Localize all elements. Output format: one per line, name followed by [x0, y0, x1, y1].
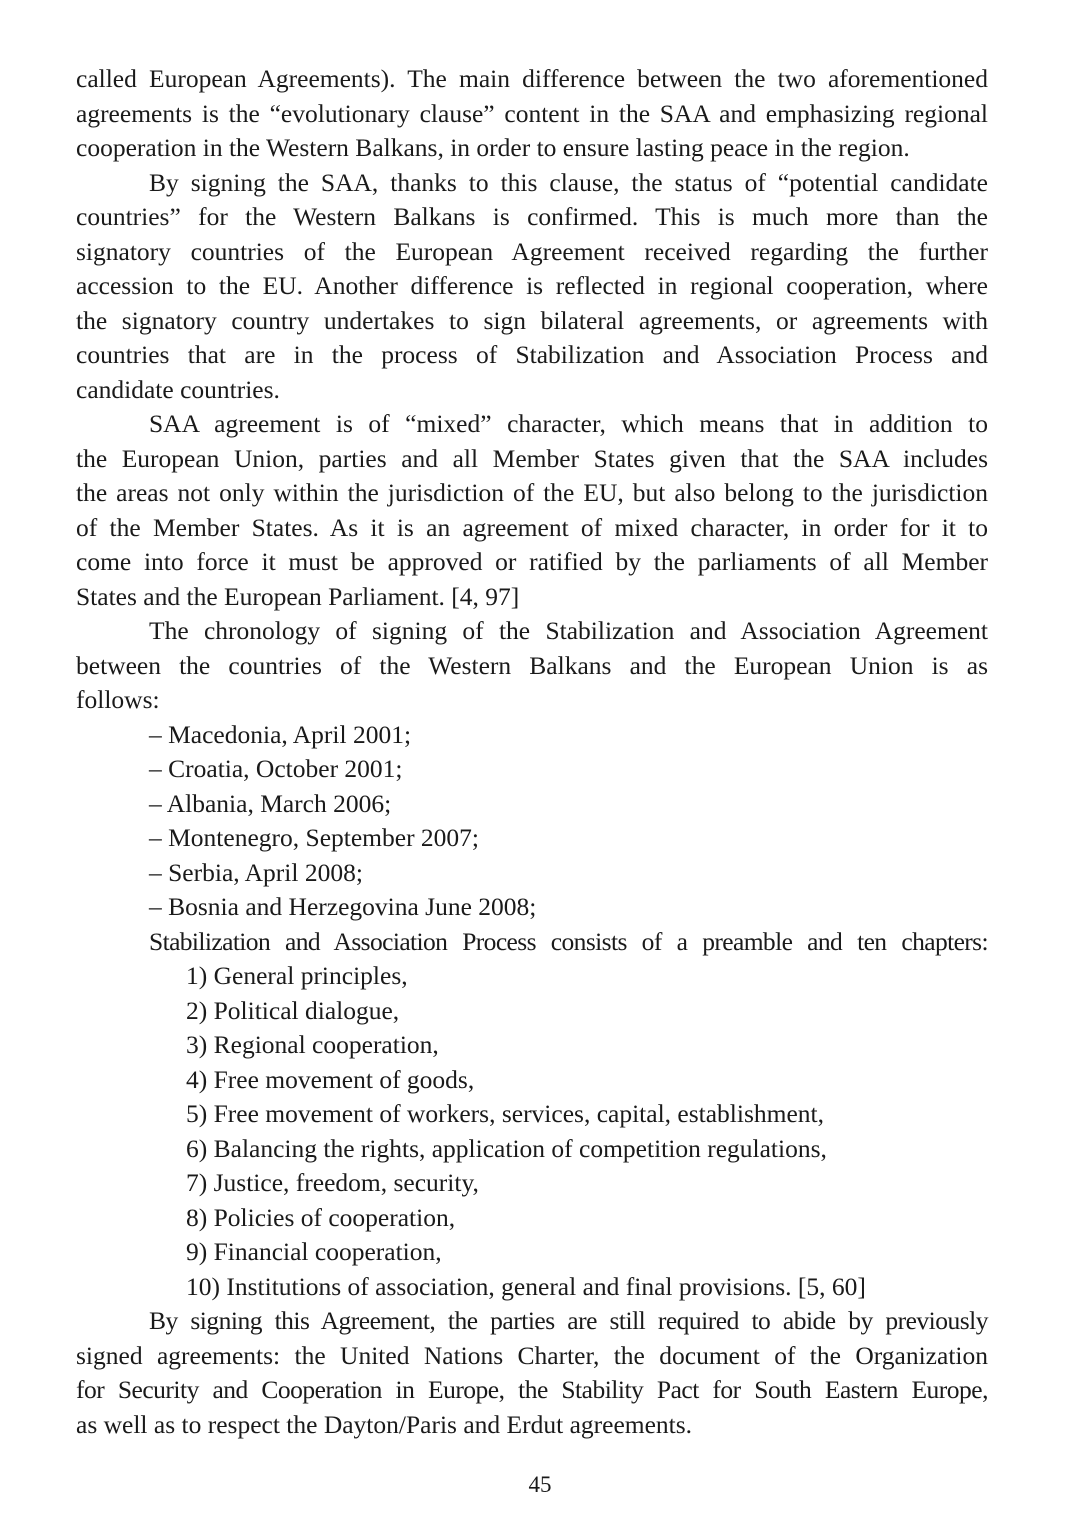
list-item: 2) Political dialogue,: [186, 995, 400, 1025]
paragraph-4: [76, 614, 988, 718]
chapters-intro: Stabilization and Association Process consists of a preamble and ten chapters:: [149, 926, 988, 956]
chapters-list: [76, 959, 988, 1304]
list-item: 6) Balancing the rights, application of competition regulations,: [186, 1133, 827, 1163]
page-number: 45: [528, 1472, 552, 1497]
text-line: By signing this Agreement, the parties are still required to abide by previously: [149, 1306, 988, 1335]
text-line: the signatory country undertakes to sign bilateral agreements, or agreements with: [76, 305, 988, 335]
closing-paragraph: [76, 1304, 988, 1442]
list-item: 9) Financial cooperation,: [186, 1237, 442, 1266]
list-item: 4) Free movement of goods,: [186, 1064, 475, 1094]
chronology-list: [76, 718, 988, 925]
text-line: candidate countries.: [76, 374, 280, 404]
text-line: come into force it must be approved or ratified by the parliaments of all Member: [76, 547, 988, 576]
text-line: between the countries of the Western Balkans and the European Union is as: [76, 650, 988, 680]
text-line: signed agreements: the United Nations Charter, the document of the Organization: [76, 1340, 988, 1370]
text-line: agreements is the “evolutionary clause” content in the SAA and emphasizing regional: [76, 98, 988, 128]
text-line: called European Agreements). The main difference between the two aforementioned: [76, 64, 988, 93]
list-item: – Serbia, April 2008;: [149, 857, 363, 887]
text-line: States and the European Parliament. [4, 97]: [76, 581, 520, 611]
paragraph-2: [76, 166, 988, 408]
list-item: 10) Institutions of association, general and final provisions. [5, 60]: [186, 1271, 866, 1301]
paragraph-1: [76, 62, 988, 166]
list-item: 1) General principles,: [186, 961, 408, 990]
text-line: follows:: [76, 685, 160, 714]
text-line: as well as to respect the Dayton/Paris and Erdut agreements.: [76, 1409, 693, 1439]
text-line: for Security and Cooperation in Europe, the Stability Pact for South Eastern Europe,: [76, 1375, 988, 1404]
text-line: countries that are in the process of Stabilization and Association Process and: [76, 340, 988, 369]
list-item: – Macedonia, April 2001;: [149, 719, 412, 749]
list-item: – Croatia, October 2001;: [149, 754, 403, 783]
document-page: [76, 62, 988, 1442]
text-line: The chronology of signing of the Stabilization and Association Agreement: [149, 616, 988, 645]
text-line: By signing the SAA, thanks to this clause, the status of “potential candidate: [149, 167, 988, 197]
text-line: the areas not only within the jurisdiction of the EU, but also belong to the jurisdiction: [76, 478, 988, 507]
text-line: SAA agreement is of “mixed” character, which means that in addition to: [149, 409, 988, 438]
list-item: 7) Justice, freedom, security,: [186, 1168, 479, 1197]
text-line: countries” for the Western Balkans is confirmed. This is much more than the: [76, 202, 988, 231]
text-line: cooperation in the Western Balkans, in order to ensure lasting peace in the region.: [76, 133, 910, 162]
list-item: 3) Regional cooperation,: [186, 1030, 439, 1059]
text-line: accession to the EU. Another difference is reflected in regional cooperation, where: [76, 271, 988, 300]
list-item: 8) Policies of cooperation,: [186, 1202, 456, 1232]
paragraph-3: [76, 407, 988, 614]
list-item: 5) Free movement of workers, services, capital, establishment,: [186, 1099, 825, 1128]
list-item: – Montenegro, September 2007;: [149, 823, 480, 852]
text-line: the European Union, parties and all Member States given that the SAA includes: [76, 443, 988, 473]
list-item: – Bosnia and Herzegovina June 2008;: [149, 892, 537, 921]
text-line: signatory countries of the European Agreement received regarding the further: [76, 236, 988, 266]
text-line: of the Member States. As it is an agreement of mixed character, in order for it to: [76, 512, 988, 542]
list-item: – Albania, March 2006;: [149, 788, 392, 818]
